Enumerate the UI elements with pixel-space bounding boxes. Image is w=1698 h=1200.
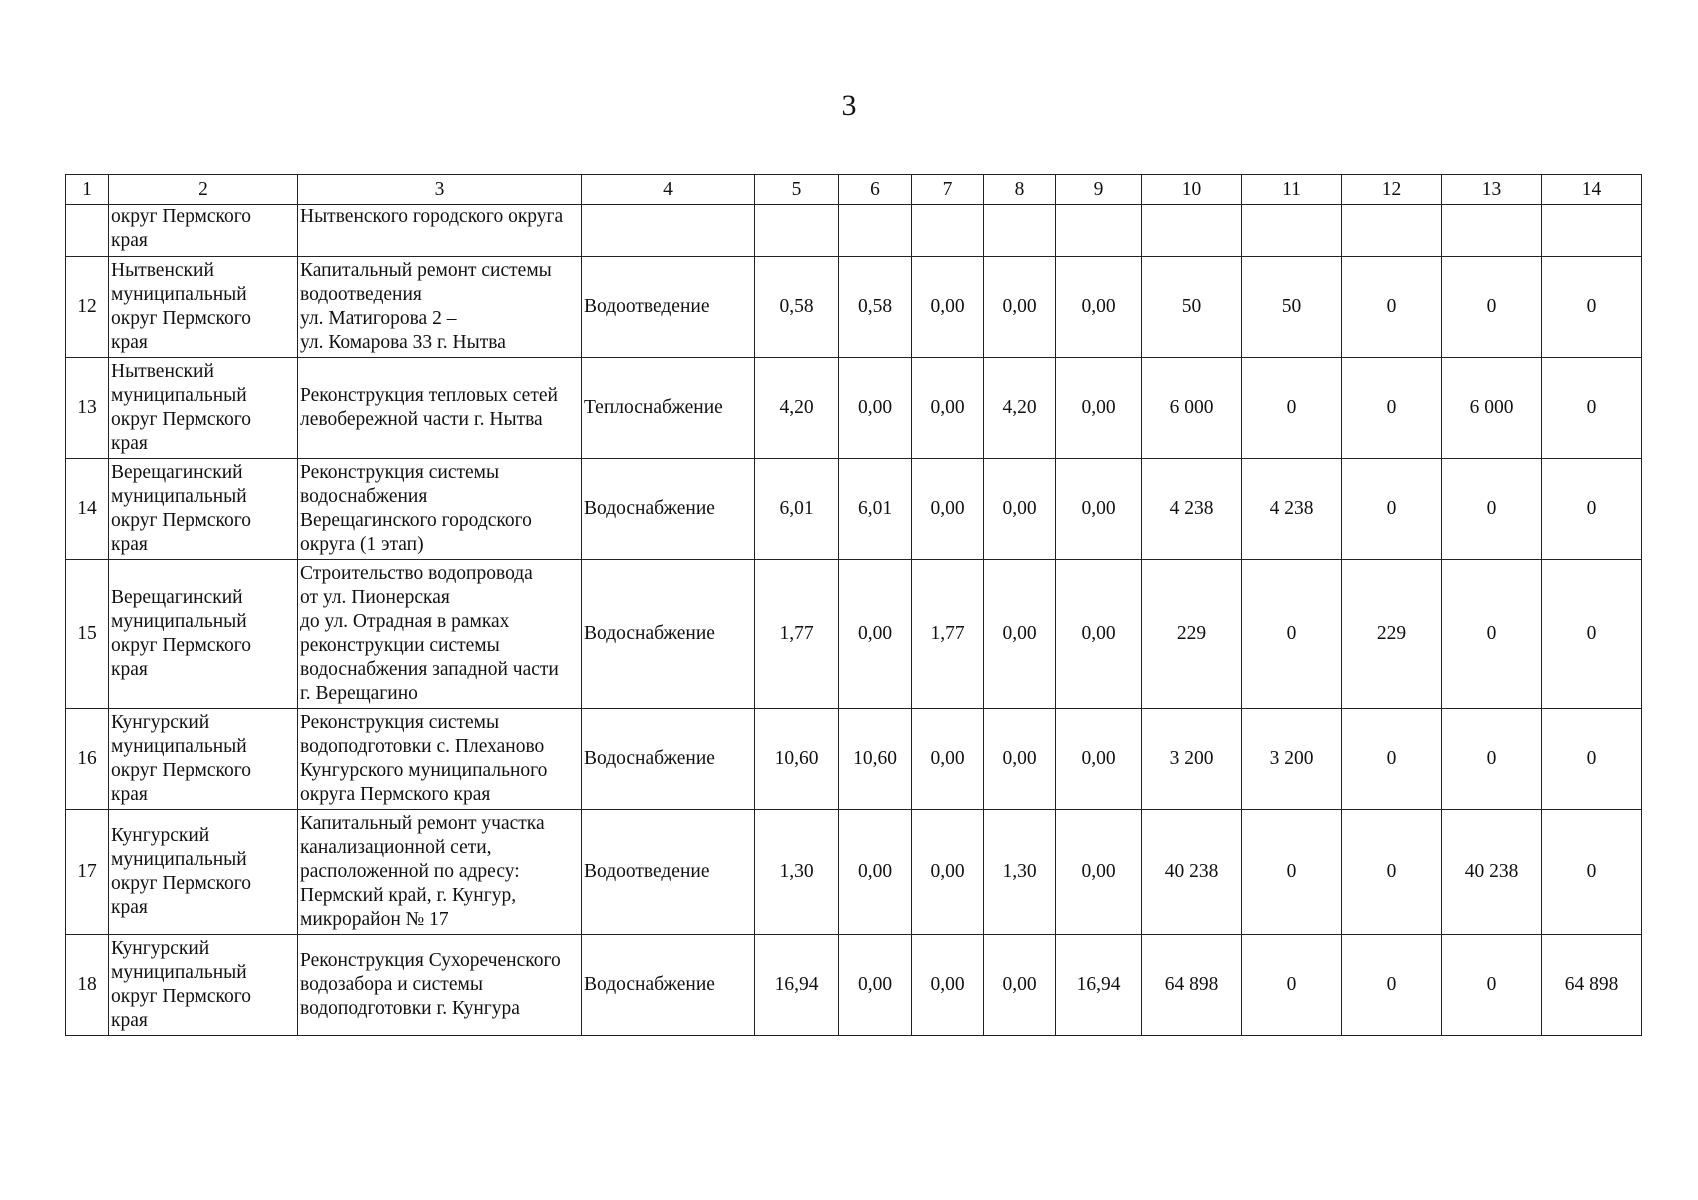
municipality-line: округ Пермского [111, 986, 252, 1007]
column-header: 10 [1142, 175, 1242, 205]
value-cell [1142, 205, 1242, 257]
value-cell: 1,77 [755, 560, 839, 709]
column-header: 1 [66, 175, 109, 205]
value-cell: 0 [1342, 358, 1442, 459]
value-cell: 0,00 [839, 935, 912, 1036]
table-row [66, 459, 1642, 560]
value-cell [1242, 205, 1342, 257]
row-number-cell: 15 [66, 560, 109, 709]
value-cell: 0 [1242, 935, 1342, 1036]
project-line: Реконструкция Сухореченского [300, 950, 561, 971]
value-cell: 0,00 [984, 709, 1056, 810]
project-line: водозабора и системы [300, 974, 483, 995]
value-cell: 0,00 [1056, 560, 1142, 709]
value-cell: 50 [1142, 257, 1242, 358]
value-cell: 0 [1342, 459, 1442, 560]
value-cell: 0 [1442, 935, 1542, 1036]
value-cell: 229 [1342, 560, 1442, 709]
municipality-line: муниципальный [111, 849, 247, 870]
value-cell [1342, 205, 1442, 257]
value-cell: 0,58 [755, 257, 839, 358]
row-number-cell: 16 [66, 709, 109, 810]
row-number-cell: 18 [66, 935, 109, 1036]
municipality-line: Нытвенский [111, 361, 214, 382]
value-cell: 4,20 [755, 358, 839, 459]
municipality-line: Кунгурский [111, 712, 210, 733]
row-number-cell [66, 205, 109, 257]
project-line: водоподготовки с. Плеханово [300, 736, 545, 757]
municipality-line: края [111, 534, 148, 555]
value-cell: 0 [1542, 560, 1642, 709]
project-line: Реконструкция системы [300, 462, 500, 483]
project-line: Капитальный ремонт системы [300, 260, 552, 281]
column-header: 9 [1056, 175, 1142, 205]
table-row [66, 560, 1642, 709]
value-cell [912, 205, 984, 257]
type-cell: Теплоснабжение [582, 358, 755, 459]
project-line: водоснабжения западной части [300, 659, 559, 680]
project-line: Верещагинского городского [300, 510, 532, 531]
project-line: Нытвенского городского округа [300, 206, 564, 227]
municipality-line: края [111, 897, 148, 918]
project-line: г. Верещагино [300, 683, 418, 704]
value-cell [1056, 205, 1142, 257]
municipality-line: округ Пермского [111, 635, 252, 656]
municipality-cell [109, 358, 298, 459]
type-cell: Водоснабжение [582, 459, 755, 560]
type-cell: Водоснабжение [582, 560, 755, 709]
table-row [66, 935, 1642, 1036]
municipality-line: Кунгурский [111, 825, 210, 846]
value-cell: 0 [1242, 358, 1342, 459]
project-line: водоподготовки г. Кунгура [300, 998, 520, 1019]
municipality-line: Кунгурский [111, 938, 210, 959]
value-cell: 0,00 [984, 257, 1056, 358]
value-cell: 0 [1542, 358, 1642, 459]
municipality-line: края [111, 230, 148, 251]
value-cell: 0,00 [984, 459, 1056, 560]
municipality-cell [109, 205, 298, 257]
project-cell [298, 257, 582, 358]
project-line: Строительство водопровода [300, 563, 533, 584]
column-number-row [66, 175, 1642, 205]
type-cell [582, 205, 755, 257]
municipality-cell [109, 935, 298, 1036]
municipality-line: округ Пермского [111, 308, 252, 329]
value-cell: 0,58 [839, 257, 912, 358]
project-line: до ул. Отрадная в рамках [300, 611, 510, 632]
municipality-cell [109, 257, 298, 358]
municipality-line: края [111, 433, 148, 454]
project-line: реконструкции системы [300, 635, 500, 656]
project-line: округа Пермского края [300, 784, 491, 805]
municipality-cell [109, 459, 298, 560]
column-header: 11 [1242, 175, 1342, 205]
column-header: 7 [912, 175, 984, 205]
value-cell: 0 [1242, 560, 1342, 709]
municipality-line: муниципальный [111, 736, 247, 757]
type-cell: Водоснабжение [582, 709, 755, 810]
value-cell: 0 [1442, 257, 1542, 358]
table-row [66, 358, 1642, 459]
value-cell [755, 205, 839, 257]
project-line: Реконструкция тепловых сетей [300, 385, 558, 406]
municipality-line: округ Пермского [111, 760, 252, 781]
project-cell [298, 459, 582, 560]
value-cell: 4,20 [984, 358, 1056, 459]
type-cell: Водоотведение [582, 810, 755, 935]
value-cell [839, 205, 912, 257]
value-cell: 0,00 [1056, 810, 1142, 935]
project-line: левобережной части г. Нытва [300, 409, 543, 430]
value-cell: 4 238 [1142, 459, 1242, 560]
value-cell: 0 [1242, 810, 1342, 935]
municipality-line: края [111, 784, 148, 805]
column-header: 8 [984, 175, 1056, 205]
project-line: Кунгурского муниципального [300, 760, 548, 781]
value-cell: 0,00 [839, 810, 912, 935]
row-number-cell: 14 [66, 459, 109, 560]
value-cell: 3 200 [1142, 709, 1242, 810]
project-line: микрорайон № 17 [300, 909, 449, 930]
page-number: 3 [841, 89, 857, 122]
project-line: Реконструкция системы [300, 712, 500, 733]
municipality-line: края [111, 1010, 148, 1031]
project-cell [298, 709, 582, 810]
municipality-line: муниципальный [111, 611, 247, 632]
column-header: 12 [1342, 175, 1442, 205]
value-cell: 0,00 [984, 560, 1056, 709]
value-cell: 10,60 [755, 709, 839, 810]
value-cell: 40 238 [1442, 810, 1542, 935]
municipality-line: Верещагинский [111, 587, 243, 608]
project-cell [298, 358, 582, 459]
value-cell: 0 [1542, 709, 1642, 810]
project-cell [298, 810, 582, 935]
value-cell: 1,77 [912, 560, 984, 709]
project-line: Пермский край, г. Кунгур, [300, 885, 517, 906]
type-cell: Водоотведение [582, 257, 755, 358]
value-cell: 64 898 [1542, 935, 1642, 1036]
column-header: 5 [755, 175, 839, 205]
data-table [65, 174, 1642, 1036]
table-row-continuation [66, 205, 1642, 257]
value-cell: 0,00 [912, 459, 984, 560]
municipality-line: округ Пермского [111, 510, 252, 531]
project-line: канализационной сети, [300, 837, 492, 858]
value-cell: 0 [1342, 709, 1442, 810]
value-cell: 0 [1542, 257, 1642, 358]
value-cell: 0,00 [839, 358, 912, 459]
value-cell: 0,00 [1056, 257, 1142, 358]
value-cell: 50 [1242, 257, 1342, 358]
type-cell: Водоснабжение [582, 935, 755, 1036]
value-cell [1442, 205, 1542, 257]
value-cell: 0 [1442, 459, 1542, 560]
value-cell: 0 [1342, 810, 1442, 935]
project-line: ул. Комарова 33 г. Нытва [300, 332, 506, 353]
column-header: 4 [582, 175, 755, 205]
project-line: от ул. Пионерская [300, 587, 450, 608]
value-cell: 4 238 [1242, 459, 1342, 560]
value-cell: 0,00 [1056, 358, 1142, 459]
table-row [66, 810, 1642, 935]
value-cell: 0,00 [912, 709, 984, 810]
municipality-line: Верещагинский [111, 462, 243, 483]
project-cell [298, 935, 582, 1036]
project-line: расположенной по адресу: [300, 861, 520, 882]
value-cell: 6,01 [839, 459, 912, 560]
column-header: 3 [298, 175, 582, 205]
value-cell: 64 898 [1142, 935, 1242, 1036]
municipality-cell [109, 810, 298, 935]
table-row [66, 257, 1642, 358]
municipality-cell [109, 709, 298, 810]
row-number-cell: 12 [66, 257, 109, 358]
municipality-cell [109, 560, 298, 709]
value-cell: 16,94 [755, 935, 839, 1036]
municipality-line: муниципальный [111, 486, 247, 507]
value-cell: 40 238 [1142, 810, 1242, 935]
table-row [66, 709, 1642, 810]
value-cell: 10,60 [839, 709, 912, 810]
municipality-line: края [111, 659, 148, 680]
value-cell: 0,00 [1056, 459, 1142, 560]
municipality-line: муниципальный [111, 962, 247, 983]
value-cell: 1,30 [755, 810, 839, 935]
column-header: 2 [109, 175, 298, 205]
municipality-line: Нытвенский [111, 260, 214, 281]
column-header: 13 [1442, 175, 1542, 205]
project-line: водоснабжения [300, 486, 428, 507]
value-cell: 6,01 [755, 459, 839, 560]
value-cell: 1,30 [984, 810, 1056, 935]
municipality-line: муниципальный [111, 385, 247, 406]
project-cell [298, 205, 582, 257]
project-line: округа (1 этап) [300, 534, 424, 555]
value-cell: 0,00 [1056, 709, 1142, 810]
value-cell: 0,00 [912, 935, 984, 1036]
value-cell: 0,00 [984, 935, 1056, 1036]
value-cell: 0,00 [839, 560, 912, 709]
value-cell: 0 [1342, 935, 1442, 1036]
value-cell: 0 [1442, 709, 1542, 810]
project-line: ул. Матигорова 2 – [300, 308, 457, 329]
value-cell: 3 200 [1242, 709, 1342, 810]
project-line: водоотведения [300, 284, 422, 305]
row-number-cell: 13 [66, 358, 109, 459]
municipality-line: округ Пермского [111, 206, 252, 227]
municipality-line: округ Пермского [111, 873, 252, 894]
value-cell: 0,00 [912, 358, 984, 459]
column-header: 14 [1542, 175, 1642, 205]
value-cell: 0,00 [912, 257, 984, 358]
value-cell: 6 000 [1442, 358, 1542, 459]
value-cell [1542, 205, 1642, 257]
municipality-line: округ Пермского [111, 409, 252, 430]
value-cell: 16,94 [1056, 935, 1142, 1036]
value-cell: 229 [1142, 560, 1242, 709]
value-cell: 0,00 [912, 810, 984, 935]
row-number-cell: 17 [66, 810, 109, 935]
municipality-line: края [111, 332, 148, 353]
value-cell [984, 205, 1056, 257]
value-cell: 0 [1542, 459, 1642, 560]
value-cell: 0 [1442, 560, 1542, 709]
value-cell: 6 000 [1142, 358, 1242, 459]
project-cell [298, 560, 582, 709]
value-cell: 0 [1342, 257, 1442, 358]
value-cell: 0 [1542, 810, 1642, 935]
municipality-line: муниципальный [111, 284, 247, 305]
column-header: 6 [839, 175, 912, 205]
project-line: Капитальный ремонт участка [300, 813, 545, 834]
